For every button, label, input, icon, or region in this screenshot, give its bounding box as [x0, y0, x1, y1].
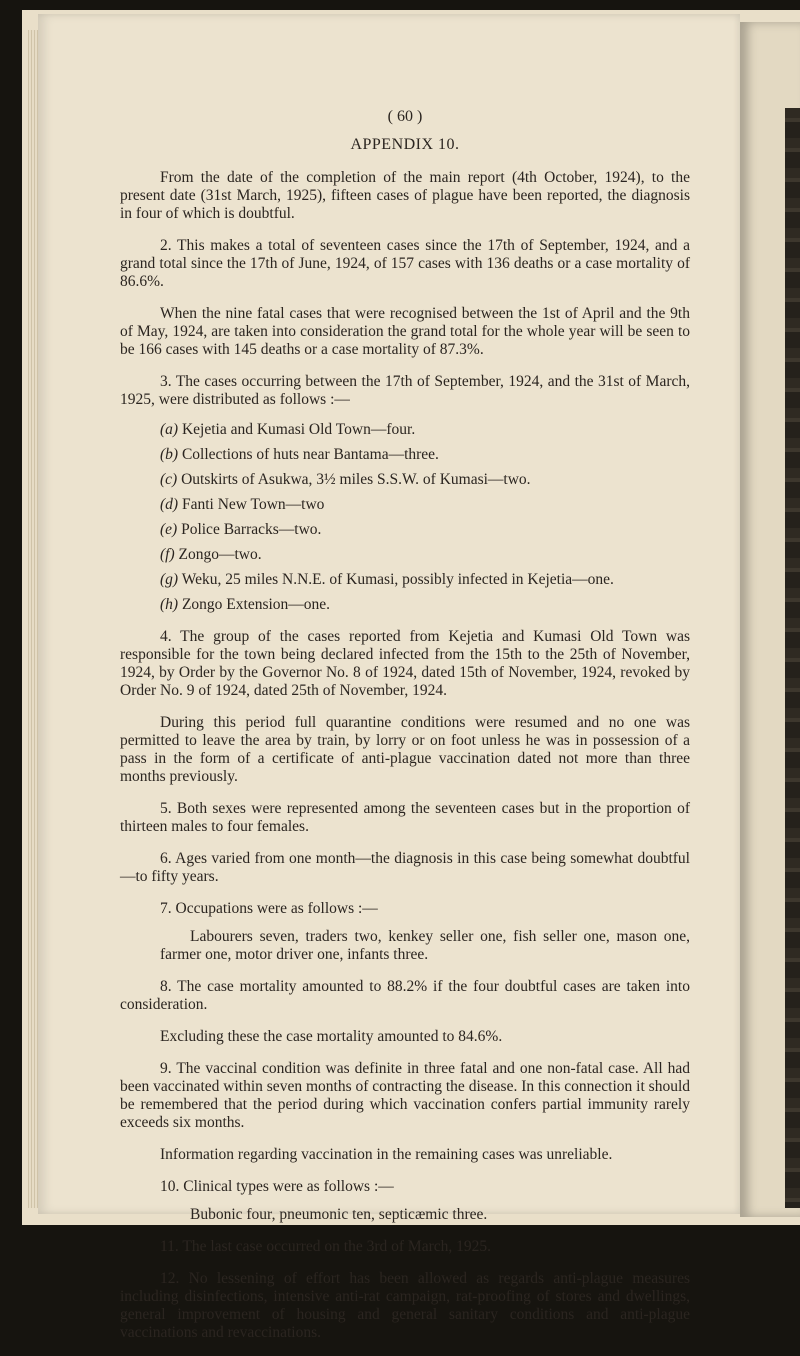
page-content — [120, 108, 690, 1356]
item-label: (h) — [160, 596, 179, 613]
paragraph-8-excluding: Excluding these the case mortality amounted to 84.6%. — [160, 1028, 503, 1045]
paragraph-3: 3. The cases occurring between the 17th of September, 1924, and the 31st of March, 1925, were distributed as follows :— — [120, 373, 690, 408]
paragraph-12: 12. No lessening of effort has been allowed as regards anti-plague measures including disinfections, intensive anti-rat campaign, rat-proofing of stores and dwellings, general improvement of housing and general sanitary conditions and anti-plague vaccinations and revaccinations. — [120, 1270, 690, 1341]
item-text: Zongo—two. — [178, 546, 262, 563]
item-label: (g) — [160, 571, 179, 588]
paragraph-2: 2. This makes a total of seventeen cases since the 17th of September, 1924, and a grand total since the 17th of June, 1924, of 157 cases with 136 deaths or a case mortality of 86.6%. — [120, 237, 690, 290]
paragraph-9: 9. The vaccinal condition was definite in three fatal and one non-fatal case. All had been vaccinated within seven months of contracting the disease. In this connection it should be remembered that the period during which vaccination confers partial immunity rarely exceeds six months. — [120, 1060, 690, 1131]
list-item — [160, 546, 690, 564]
facing-page-photo — [785, 108, 800, 1208]
paragraph-6: 6. Ages varied from one month—the diagnosis in this case being somewhat doubtful—to fifty years. — [120, 850, 690, 885]
list-item — [160, 421, 690, 439]
item-label: (a) — [160, 421, 179, 438]
list-item — [160, 496, 690, 514]
distribution-list — [120, 421, 690, 614]
paragraph-10: 10. Clinical types were as follows :— — [160, 1178, 394, 1195]
paragraph-4: 4. The group of the cases reported from Kejetia and Kumasi Old Town was responsible for the town being declared infected from the 15th to the 25th of November, 1924, by Order by the Governor No. 8 of 1924, dated 15th of November, 1924, revoked by Order No. 9 of 1924, dated 25th of November, 1924. — [120, 628, 690, 699]
item-text: Weku, 25 miles N.N.E. of Kumasi, possibly infected in Kejetia—one. — [181, 571, 614, 588]
page-number: ( 60 ) — [387, 108, 423, 125]
item-label: (f) — [160, 546, 175, 563]
paragraph-5: 5. Both sexes were represented among the seventeen cases but in the proportion of thirteen males to four females. — [120, 800, 690, 835]
occupations-detail: Labourers seven, traders two, kenkey seller one, fish seller one, mason one, farmer one, motor driver one, infants three. — [160, 928, 690, 963]
fatal-cases-paragraph: When the nine fatal cases that were recognised between the 1st of April and the 9th of May, 1924, are taken into consideration the grand total for the whole year will be seen to be 166 cases with 145 deaths or a case mortality of 87.3%. — [120, 305, 690, 358]
clinical-types-detail: Bubonic four, pneumonic ten, septicæmic three. — [190, 1206, 488, 1223]
item-text: Outskirts of Asukwa, 3½ miles S.S.W. of Kumasi—two. — [181, 471, 531, 488]
intro-paragraph: From the date of the completion of the main report (4th October, 1924), to the present date (31st March, 1925), fifteen cases of plague have been reported, the diagnosis in four of which is doubtful. — [120, 169, 690, 222]
paragraph-7: 7. Occupations were as follows :— — [160, 900, 378, 917]
item-label: (b) — [160, 446, 179, 463]
list-item — [160, 571, 690, 589]
list-item — [160, 446, 690, 464]
appendix-title: APPENDIX 10. — [350, 136, 460, 153]
item-text: Kejetia and Kumasi Old Town—four. — [181, 421, 416, 438]
item-label: (d) — [160, 496, 179, 513]
list-item — [160, 596, 690, 614]
paragraph-11: 11. The last case occurred on the 3rd of March, 1925. — [160, 1238, 491, 1255]
item-text: Fanti New Town—two — [181, 496, 325, 513]
list-item — [160, 471, 690, 489]
paragraph-8: 8. The case mortality amounted to 88.2% if the four doubtful cases are taken into consideration. — [120, 978, 690, 1013]
item-label: (e) — [160, 521, 178, 538]
item-text: Zongo Extension—one. — [181, 596, 331, 613]
quarantine-paragraph: During this period full quarantine conditions were resumed and no one was permitted to leave the area by train, by lorry or on foot unless he was in possession of a pass in the form of a certificate of anti-plague vaccination dated not more than three months previously. — [120, 714, 690, 785]
paragraph-9-information: Information regarding vaccination in the remaining cases was unreliable. — [160, 1146, 613, 1163]
item-text: Collections of huts near Bantama—three. — [181, 446, 439, 463]
item-label: (c) — [160, 471, 178, 488]
list-item — [160, 521, 690, 539]
item-text: Police Barracks—two. — [181, 521, 322, 538]
